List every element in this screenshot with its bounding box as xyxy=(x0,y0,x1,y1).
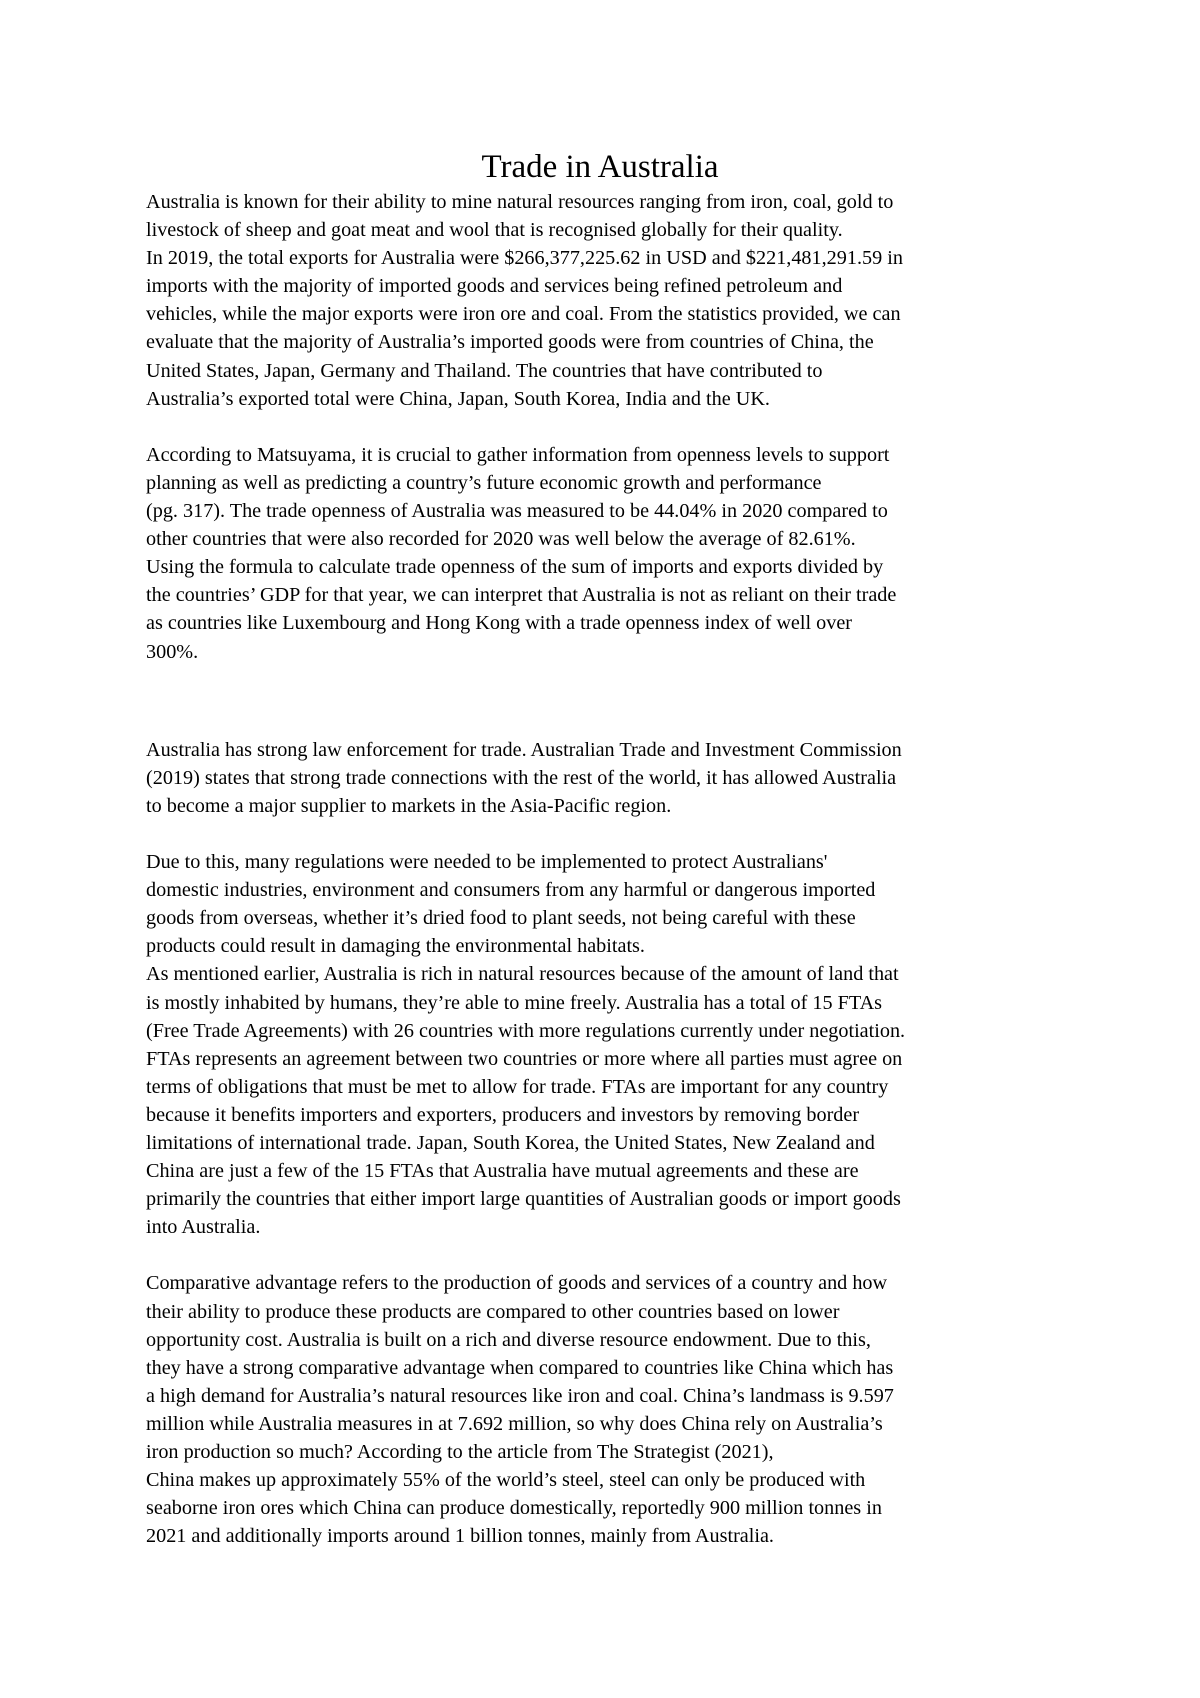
document-body xyxy=(146,188,1086,1550)
text-line: they have a strong comparative advantage when compared to countries like China which has xyxy=(146,1356,894,1379)
text-line: seaborne iron ores which China can produce domestically, reportedly 900 million tonnes in xyxy=(146,1497,882,1520)
text-line: In 2019, the total exports for Australia were $266,377,225.62 in USD and $221,481,291.59 in xyxy=(146,247,903,270)
text-line: iron production so much? According to the article from The Strategist (2021), xyxy=(146,1441,774,1464)
text-line: opportunity cost. Australia is built on a rich and diverse resource endowment. Due to this, xyxy=(146,1328,871,1351)
text-line: According to Matsuyama, it is crucial to gather information from openness levels to support xyxy=(146,443,890,466)
paragraph-8 xyxy=(146,1466,1086,1550)
text-line: FTAs represents an agreement between two countries or more where all parties must agree on xyxy=(146,1047,903,1070)
paragraph-spacer xyxy=(146,1241,1086,1269)
text-line: (pg. 317). The trade openness of Australia was measured to be 44.04% in 2020 compared to xyxy=(146,500,888,523)
paragraph-4 xyxy=(146,736,1086,820)
text-line: the countries’ GDP for that year, we can interpret that Australia is not as reliant on their trade xyxy=(146,584,897,607)
text-line: Australia is known for their ability to mine natural resources ranging from iron, coal, gold to xyxy=(146,191,894,213)
text-line: 300%. xyxy=(146,640,199,663)
paragraph-spacer xyxy=(146,413,1086,441)
text-line: Using the formula to calculate trade openness of the sum of imports and exports divided by xyxy=(146,556,884,579)
paragraph-5 xyxy=(146,848,1086,960)
text-line: Australia’s exported total were China, Japan, South Korea, India and the UK. xyxy=(146,387,770,410)
paragraph-6 xyxy=(146,960,1086,1241)
text-line: imports with the majority of imported goods and services being refined petroleum and xyxy=(146,275,843,298)
text-line: (Free Trade Agreements) with 26 countries with more regulations currently under negotiation. xyxy=(146,1019,906,1042)
text-line: goods from overseas, whether it’s dried food to plant seeds, not being careful with these xyxy=(146,907,856,930)
text-line: is mostly inhabited by humans, they’re able to mine freely. Australia has a total of 15 FTAs xyxy=(146,991,883,1014)
text-line: domestic industries, environment and consumers from any harmful or dangerous imported xyxy=(146,879,876,902)
paragraph-1 xyxy=(146,188,1086,244)
text-line: into Australia. xyxy=(146,1216,261,1239)
text-line: terms of obligations that must be met to allow for trade. FTAs are important for any country xyxy=(146,1075,889,1098)
text-line: million while Australia measures in at 7.692 million, so why does China rely on Australia’s xyxy=(146,1412,883,1435)
text-line: livestock of sheep and goat meat and wool that is recognised globally for their quality. xyxy=(146,219,843,242)
text-line: their ability to produce these products are compared to other countries based on lower xyxy=(146,1300,840,1323)
text-line: because it benefits importers and exporters, producers and investors by removing border xyxy=(146,1103,860,1126)
text-line: United States, Japan, Germany and Thailand. The countries that have contributed to xyxy=(146,359,823,382)
text-line: products could result in damaging the environmental habitats. xyxy=(146,935,645,958)
text-line: planning as well as predicting a country’s future economic growth and performance xyxy=(146,471,822,494)
text-line: primarily the countries that either import large quantities of Australian goods or import goods xyxy=(146,1188,901,1211)
text-line: other countries that were also recorded for 2020 was well below the average of 82.61%. xyxy=(146,528,856,551)
paragraph-3 xyxy=(146,441,1086,666)
text-line: evaluate that the majority of Australia’s imported goods were from countries of China, the xyxy=(146,331,874,354)
text-line: to become a major supplier to markets in the Asia-Pacific region. xyxy=(146,794,672,817)
document-title: Trade in Australia xyxy=(481,149,719,185)
text-line: Comparative advantage refers to the production of goods and services of a country and how xyxy=(146,1272,888,1295)
paragraph-spacer xyxy=(146,666,1086,694)
paragraph-spacer xyxy=(146,694,1086,736)
text-line: (2019) states that strong trade connections with the rest of the world, it has allowed Australia xyxy=(146,766,897,789)
text-line: a high demand for Australia’s natural resources like iron and coal. China’s landmass is 9.597 xyxy=(146,1384,894,1407)
text-line: Due to this, many regulations were needed to be implemented to protect Australians' xyxy=(146,851,828,874)
text-line: As mentioned earlier, Australia is rich in natural resources because of the amount of land that xyxy=(146,963,899,986)
text-line: China makes up approximately 55% of the world’s steel, steel can only be produced with xyxy=(146,1469,866,1492)
text-line: 2021 and additionally imports around 1 billion tonnes, mainly from Australia. xyxy=(146,1525,774,1548)
text-line: vehicles, while the major exports were iron ore and coal. From the statistics provided, we can xyxy=(146,303,901,326)
text-line: limitations of international trade. Japan, South Korea, the United States, New Zealand and xyxy=(146,1132,875,1154)
paragraph-spacer xyxy=(146,820,1086,848)
text-line: China are just a few of the 15 FTAs that Australia have mutual agreements and these are xyxy=(146,1160,859,1183)
paragraph-7 xyxy=(146,1269,1086,1466)
paragraph-2 xyxy=(146,244,1086,413)
text-line: Australia has strong law enforcement for trade. Australian Trade and Investment Commission xyxy=(146,738,902,761)
text-line: as countries like Luxembourg and Hong Kong with a trade openness index of well over xyxy=(146,612,853,635)
